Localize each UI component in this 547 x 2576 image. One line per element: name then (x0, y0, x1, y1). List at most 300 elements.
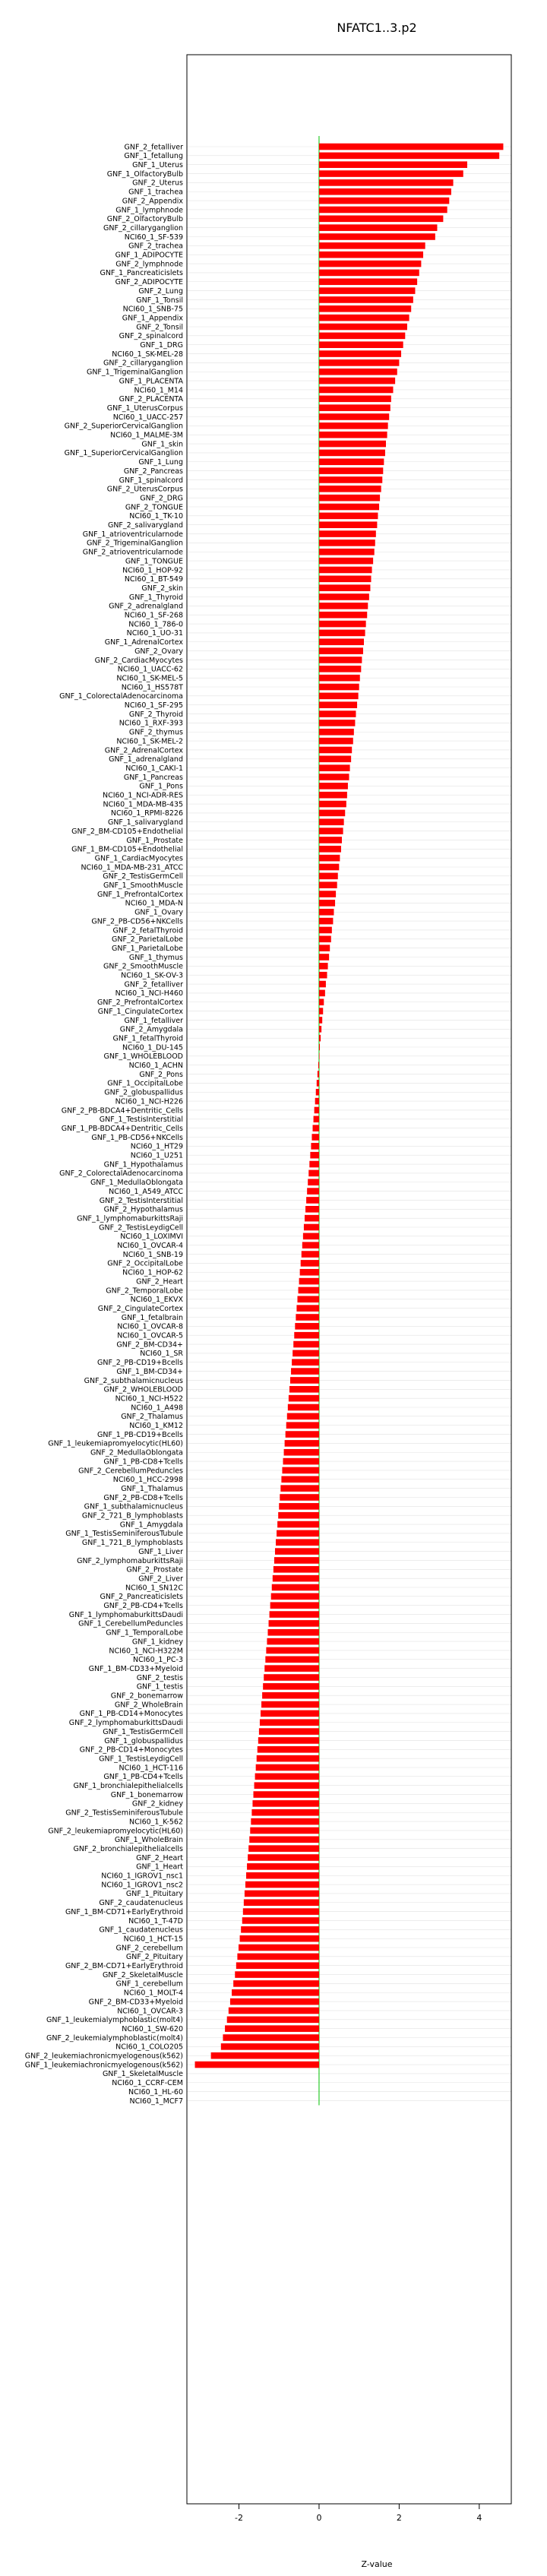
x-axis-ticks (235, 2504, 482, 2523)
category-label: GNF_2_adrenalgland (109, 602, 183, 611)
category-label: NCI60_1_MCF7 (129, 2097, 183, 2106)
category-label: GNF_1_bronchialepithelialcells (73, 1782, 183, 1790)
category-label: GNF_2_ADIPOCYTE (115, 278, 183, 287)
category-label: GNF_2_PB-CD8+Tcells (103, 1493, 183, 1502)
bar (319, 774, 349, 780)
category-label: GNF_2_Pituitary (125, 1953, 183, 1962)
category-label: GNF_1_kidney (131, 1638, 183, 1647)
bar (245, 1891, 319, 1897)
category-label: GNF_1_TestisGermCell (103, 1727, 183, 1736)
category-label: GNF_2_skin (141, 584, 183, 593)
bar (319, 945, 330, 951)
category-label: GNF_2_thymus (128, 728, 183, 737)
category-label: GNF_2_TestisLeydigCell (99, 1223, 183, 1233)
bar (319, 558, 373, 565)
category-label: GNF_2_Heart (136, 1853, 183, 1862)
bar (319, 764, 350, 771)
bar (319, 647, 363, 654)
bar (293, 1341, 319, 1348)
bar (319, 701, 357, 708)
category-label: GNF_2_cerebellum (115, 1944, 183, 1953)
category-label: NCI60_1_DU-145 (122, 1043, 183, 1052)
bar (319, 476, 382, 483)
category-label: GNF_1_PB-CD19+Bcells (97, 1430, 183, 1439)
bar (296, 1314, 319, 1321)
bar (221, 2043, 319, 2050)
x-axis-title: Z-value (361, 2559, 393, 2569)
category-label: NCI60_1_NCI-ADR-RES (102, 791, 183, 800)
bar (225, 2025, 319, 2032)
bar (284, 1449, 319, 1456)
category-label: GNF_2_BM-CD71+EarlyErythroid (65, 1962, 183, 1970)
category-label: NCI60_1_SF-268 (124, 611, 183, 620)
category-label: GNF_1_salivarygland (107, 818, 183, 828)
bar (269, 1620, 319, 1627)
category-label: GNF_1_PB-CD8+Tcells (103, 1457, 183, 1467)
category-label: NCI60_1_BT-549 (124, 575, 183, 584)
category-label: GNF_2_Pancreaticislets (100, 1593, 183, 1602)
bar (319, 1026, 321, 1033)
category-label: GNF_1_BM-CD34+ (116, 1367, 183, 1376)
category-label: NCI60_1_SK-OV-3 (121, 971, 183, 980)
category-label: GNF_1_leukemiapromyelocytic(HL60) (48, 1439, 183, 1448)
bar (257, 1755, 319, 1762)
bar (319, 593, 369, 600)
bar (300, 1269, 319, 1276)
category-label: GNF_1_Amygdala (119, 1521, 183, 1530)
category-label: NCI60_1_M14 (134, 386, 183, 395)
category-label: GNF_1_Pituitary (125, 1890, 183, 1899)
bar (319, 693, 359, 700)
bar (319, 918, 333, 925)
bar (251, 1818, 319, 1825)
bar (270, 1602, 319, 1609)
bar (227, 2017, 319, 2024)
category-label: GNF_1_subthalamicnucleus (84, 1502, 183, 1511)
bar (310, 1152, 319, 1159)
bar (280, 1494, 319, 1501)
bar (319, 972, 327, 979)
bar (303, 1233, 319, 1240)
category-labels (25, 143, 184, 2105)
category-label: GNF_1_TrigeminalGanglion (86, 368, 183, 377)
bar (305, 1215, 319, 1222)
category-label: NCI60_1_SR (140, 1350, 183, 1359)
category-label: GNF_2_ParietalLobe (112, 935, 183, 945)
category-label: GNF_2_SkeletalMuscle (102, 1970, 183, 1979)
bar (273, 1575, 319, 1582)
category-label: NCI60_1_HS578T (121, 683, 183, 692)
category-label: GNF_2_721_B_lymphoblasts (81, 1511, 183, 1521)
bar (285, 1440, 319, 1447)
category-label: GNF_1_WholeBrain (114, 1836, 183, 1845)
category-label: GNF_2_PB-CD4+Tcells (103, 1602, 183, 1610)
bar (256, 1764, 319, 1771)
bar (319, 900, 335, 907)
category-label: NCI60_1_MDA-MB-231_ATCC (81, 863, 183, 872)
category-label: GNF_2_Heart (136, 1277, 183, 1286)
category-label: GNF_2_Amygdala (119, 1025, 183, 1034)
bar (247, 1863, 319, 1870)
bar (319, 710, 356, 717)
bar (319, 441, 386, 448)
category-label: GNF_1_atrioventricularnode (82, 530, 183, 539)
bar (311, 1143, 319, 1150)
bar (319, 270, 419, 277)
category-label: GNF_1_Thalamus (121, 1484, 183, 1493)
bar (275, 1548, 319, 1555)
category-label: NCI60_1_HCT-15 (123, 1935, 183, 1944)
bar (282, 1467, 318, 1474)
category-label: GNF_1_Appendix (122, 314, 183, 323)
bar (290, 1377, 319, 1384)
bar (233, 1980, 319, 1987)
bar (319, 1017, 322, 1024)
category-label: GNF_2_PB-BDCA4+Dentritic_Cells (61, 1106, 183, 1116)
bar (319, 450, 385, 457)
bar (319, 387, 394, 394)
category-label: GNF_1_Tonsil (136, 296, 183, 305)
category-label: GNF_2_caudatenucleus (99, 1899, 183, 1908)
category-label: NCI60_1_NCI-H522 (115, 1394, 183, 1404)
category-label: NCI60_1_SK-MEL-2 (116, 737, 183, 746)
category-label: NCI60_1_LOXIMVI (120, 1233, 183, 1242)
category-label: GNF_1_Lung (138, 458, 183, 467)
bar (291, 1368, 319, 1375)
category-label: GNF_2_TestisInterstitial (99, 1196, 183, 1205)
bar (292, 1359, 319, 1366)
x-tick-label: 0 (316, 2513, 322, 2523)
category-label: NCI60_1_OVCAR-3 (117, 2007, 183, 2016)
bar (319, 638, 364, 645)
bar (315, 1098, 319, 1105)
bar (319, 855, 340, 862)
category-label: GNF_2_SmoothMuscle (103, 962, 183, 971)
bar (308, 1170, 319, 1177)
category-label: NCI60_1_MOLT-4 (123, 1989, 183, 1998)
category-label: GNF_2_cillaryganglion (103, 359, 183, 368)
category-label: NCI60_1_KM12 (129, 1422, 183, 1430)
bar (319, 378, 395, 385)
x-tick-label: 2 (396, 2513, 402, 2523)
category-label: GNF_1_fetalThyroid (112, 1034, 183, 1043)
category-label: GNF_2_OccipitalLobe (107, 1259, 183, 1268)
category-label: GNF_2_PLACENTA (119, 395, 183, 404)
bar (294, 1332, 319, 1339)
bar (319, 278, 417, 285)
category-label: GNF_1_PB-CD56+NKCells (91, 1133, 183, 1142)
category-label: GNF_2_Tonsil (136, 323, 183, 332)
bar (319, 810, 345, 817)
bar (280, 1485, 319, 1492)
category-label: NCI60_1_SNB-75 (122, 305, 183, 314)
category-label: NCI60_1_CAKI-1 (125, 764, 183, 773)
category-label: NCI60_1_UACC-257 (112, 413, 183, 422)
bar (309, 1161, 319, 1168)
category-label: NCI60_1_SNB-19 (122, 1250, 183, 1259)
category-label: GNF_1_BM-CD33+Myeloid (88, 1664, 183, 1673)
category-label: GNF_2_TestisGermCell (103, 872, 183, 881)
category-label: GNF_2_PB-CD56+NKCells (91, 917, 183, 926)
category-label: NCI60_1_SK-MEL-28 (112, 350, 183, 359)
category-label: GNF_2_Thalamus (121, 1413, 183, 1422)
category-label: GNF_2_bronchialepithelialcells (73, 1844, 183, 1853)
category-label: GNF_2_PrefrontalCortex (96, 998, 183, 1008)
bar (319, 549, 375, 555)
category-label: NCI60_1_RPMI-8226 (110, 809, 183, 818)
bar (319, 404, 390, 411)
bar (319, 927, 332, 934)
category-label: GNF_1_Pancreaticislets (100, 269, 183, 278)
category-label: NCI60_1_SW-620 (122, 2024, 183, 2033)
bar (319, 837, 342, 843)
bar (319, 296, 413, 303)
bar (319, 576, 372, 583)
category-label: GNF_1_Prostate (126, 836, 183, 845)
bar (319, 216, 443, 223)
bar (319, 720, 355, 726)
bar (319, 396, 391, 403)
bar (272, 1584, 319, 1591)
category-label: GNF_1_thymus (128, 953, 183, 962)
category-label: GNF_1_DRG (140, 341, 183, 350)
bar (319, 657, 362, 663)
bar (319, 513, 378, 520)
bar (283, 1458, 319, 1465)
bar (241, 1926, 319, 1933)
bar (319, 603, 368, 609)
chart-title: NFATC1..3.p2 (337, 21, 417, 35)
bar (229, 2008, 319, 2014)
bar (319, 729, 354, 736)
category-label: GNF_1_BM-CD71+EarlyErythroid (65, 1907, 183, 1916)
category-label: NCI60_1_UO-31 (126, 629, 183, 638)
category-label: NCI60_1_K-562 (129, 1818, 183, 1827)
bar (319, 801, 346, 808)
bar (319, 233, 435, 240)
bar (260, 1719, 319, 1726)
bar (245, 1881, 319, 1888)
bar (249, 1837, 319, 1843)
category-label: GNF_1_ParietalLobe (112, 944, 183, 953)
bar (255, 1774, 319, 1780)
category-label: GNF_1_cerebellum (115, 1979, 183, 1989)
category-label: GNF_1_fetalbrain (121, 1313, 183, 1322)
category-label: GNF_1_trachea (128, 188, 183, 197)
category-label: GNF_2_testis (136, 1673, 183, 1682)
category-label: NCI60_1_T-47D (128, 1916, 183, 1926)
category-label: NCI60_1_MDA-MB-435 (103, 800, 183, 809)
bar (292, 1350, 319, 1357)
category-label: GNF_2_Pancreas (123, 467, 183, 476)
category-label: GNF_1_globuspallidus (104, 1736, 183, 1745)
bar (240, 1935, 319, 1942)
x-tick-label: -2 (235, 2513, 244, 2523)
category-label: GNF_2_PB-CD14+Monocytes (79, 1745, 183, 1755)
bar (319, 666, 361, 672)
bar (319, 432, 387, 438)
bar (237, 1954, 319, 1960)
bar (248, 1854, 319, 1861)
bar (319, 963, 328, 970)
x-tick-label: 4 (476, 2513, 482, 2523)
category-label: NCI60_1_UACC-62 (117, 665, 183, 674)
category-label: GNF_1_skin (141, 440, 183, 449)
bar (319, 630, 365, 637)
category-label: GNF_1_PB-CD14+Monocytes (79, 1710, 183, 1719)
category-label: GNF_1_721_B_lymphoblasts (81, 1539, 183, 1548)
category-label: NCI60_1_SN12C (125, 1584, 183, 1593)
category-label: GNF_1_leukemialymphoblastic(molt4) (46, 2016, 183, 2025)
bar (239, 1945, 319, 1951)
category-label: GNF_1_TemporalLobe (106, 1628, 183, 1638)
bar (306, 1197, 319, 1204)
category-label: GNF_1_WHOLEBLOOD (103, 1052, 183, 1062)
bar (319, 881, 337, 888)
category-label: NCI60_1_MALME-3M (109, 431, 183, 440)
category-label: GNF_1_PB-CD4+Tcells (103, 1773, 183, 1782)
category-label: GNF_2_Liver (138, 1574, 183, 1584)
category-label: GNF_2_BM-CD34+ (116, 1340, 183, 1350)
category-label: GNF_2_Appendix (122, 197, 183, 206)
bar (307, 1188, 319, 1195)
bar (270, 1611, 319, 1618)
bar (297, 1296, 318, 1303)
bar (289, 1386, 319, 1393)
category-label: GNF_2_TONGUE (125, 503, 183, 512)
category-label: NCI60_1_HCT-116 (119, 1764, 183, 1773)
bar (319, 161, 467, 168)
bar (271, 1593, 319, 1600)
category-label: GNF_1_testis (136, 1682, 183, 1691)
category-label: GNF_2_lymphomaburkittsDaudi (68, 1719, 183, 1728)
category-label: NCI60_1_A498 (131, 1404, 183, 1413)
bar (279, 1503, 319, 1510)
category-label: NCI60_1_SF-295 (124, 701, 183, 710)
bar (319, 179, 454, 186)
bar (319, 224, 438, 231)
category-label: NCI60_1_COLO205 (115, 2043, 183, 2052)
bar (267, 1629, 318, 1636)
category-label: GNF_1_ADIPOCYTE (115, 251, 183, 260)
bar (299, 1278, 319, 1285)
bar (288, 1404, 319, 1411)
grid (187, 147, 511, 2100)
category-label: GNF_2_fetalliver (124, 143, 183, 152)
category-label: GNF_1_OccipitalLobe (107, 1079, 183, 1088)
category-label: GNF_2_DRG (140, 494, 183, 503)
category-label: GNF_2_trachea (128, 242, 183, 251)
category-label: GNF_1_CardiacMyocytes (94, 854, 183, 863)
bar (319, 828, 343, 834)
category-label: NCI60_1_HOP-92 (122, 566, 183, 575)
category-label: GNF_2_SuperiorCervicalGanglion (64, 422, 183, 431)
bar (319, 305, 411, 312)
bar (319, 350, 401, 357)
category-label: GNF_2_AdrenalCortex (104, 746, 183, 755)
category-label: NCI60_1_SF-539 (124, 233, 183, 242)
category-label: GNF_1_BM-CD105+Endothelial (71, 845, 183, 854)
category-label: NCI60_1_NCI-H322M (109, 1647, 183, 1656)
bar (319, 359, 399, 366)
category-label: NCI60_1_IGROV1_nsc2 (101, 1881, 183, 1890)
bar (319, 521, 377, 528)
bar (295, 1323, 319, 1330)
category-label: GNF_1_Liver (138, 1547, 183, 1556)
bar (319, 287, 416, 294)
category-label: GNF_2_Lung (138, 286, 183, 296)
bar (319, 207, 447, 214)
category-label: GNF_1_leukemiachronicmyelogenous(k562) (24, 2061, 183, 2070)
bar (266, 1647, 319, 1654)
category-label: GNF_2_salivarygland (107, 521, 183, 530)
bar (274, 1557, 319, 1564)
category-label: GNF_1_PrefrontalCortex (96, 890, 183, 899)
category-label: GNF_1_bonemarrow (110, 1790, 183, 1799)
category-label: GNF_2_Uterus (132, 179, 183, 188)
category-label: GNF_1_TestisSeminiferousTubule (65, 1530, 183, 1539)
category-label: NCI60_1_NCI-H460 (115, 989, 183, 998)
category-label: GNF_2_kidney (131, 1799, 183, 1809)
bar (313, 1125, 319, 1131)
bar (235, 1971, 319, 1978)
bar (264, 1665, 319, 1672)
bar (258, 1737, 319, 1744)
category-label: GNF_2_lymphomaburkittsRaji (77, 1556, 183, 1565)
category-label: NCI60_1_TK-10 (129, 512, 183, 521)
bar (304, 1224, 319, 1231)
bar (281, 1476, 319, 1483)
bar (308, 1179, 319, 1185)
bar (319, 818, 344, 825)
bar (319, 891, 336, 897)
category-label: GNF_2_lymphnode (115, 260, 183, 269)
bar (265, 1657, 319, 1663)
category-label: GNF_2_UterusCorpus (106, 485, 183, 494)
category-label: GNF_1_MedullaOblongata (90, 1179, 183, 1188)
bar (318, 1071, 319, 1078)
bar (319, 486, 381, 492)
category-label: GNF_2_leukemiachronicmyelogenous(k562) (24, 2052, 183, 2061)
bar (319, 315, 409, 321)
bar (276, 1539, 319, 1546)
bar (319, 422, 388, 429)
category-label: NCI60_1_HT29 (130, 1142, 183, 1151)
bar (244, 1899, 319, 1906)
bar (319, 738, 353, 745)
bar (252, 1800, 319, 1807)
category-label: NCI60_1_HOP-62 (122, 1268, 183, 1277)
category-label: GNF_1_SmoothMuscle (103, 881, 183, 890)
bar (319, 567, 372, 574)
category-label: GNF_1_fetalliver (124, 1016, 183, 1025)
category-label: GNF_1_CerebellumPeduncles (78, 1619, 183, 1628)
bar (319, 188, 451, 195)
bar (319, 1053, 320, 1060)
category-label: GNF_1_TestisLeydigCell (99, 1755, 183, 1764)
bar (319, 341, 403, 348)
category-label: GNF_2_CardiacMyocytes (94, 656, 183, 665)
bar (301, 1260, 319, 1267)
category-label: GNF_1_TestisInterstitial (99, 1116, 183, 1125)
category-label: GNF_1_CingulateCortex (97, 1007, 183, 1016)
category-label: GNF_2_PB-CD19+Bcells (97, 1359, 183, 1368)
category-label: GNF_1_adrenalgland (109, 755, 183, 764)
category-label: NCI60_1_OVCAR-4 (117, 1242, 183, 1250)
category-label: NCI60_1_A549_ATCC (109, 1187, 183, 1196)
bar (264, 1674, 319, 1681)
bar (262, 1692, 319, 1699)
